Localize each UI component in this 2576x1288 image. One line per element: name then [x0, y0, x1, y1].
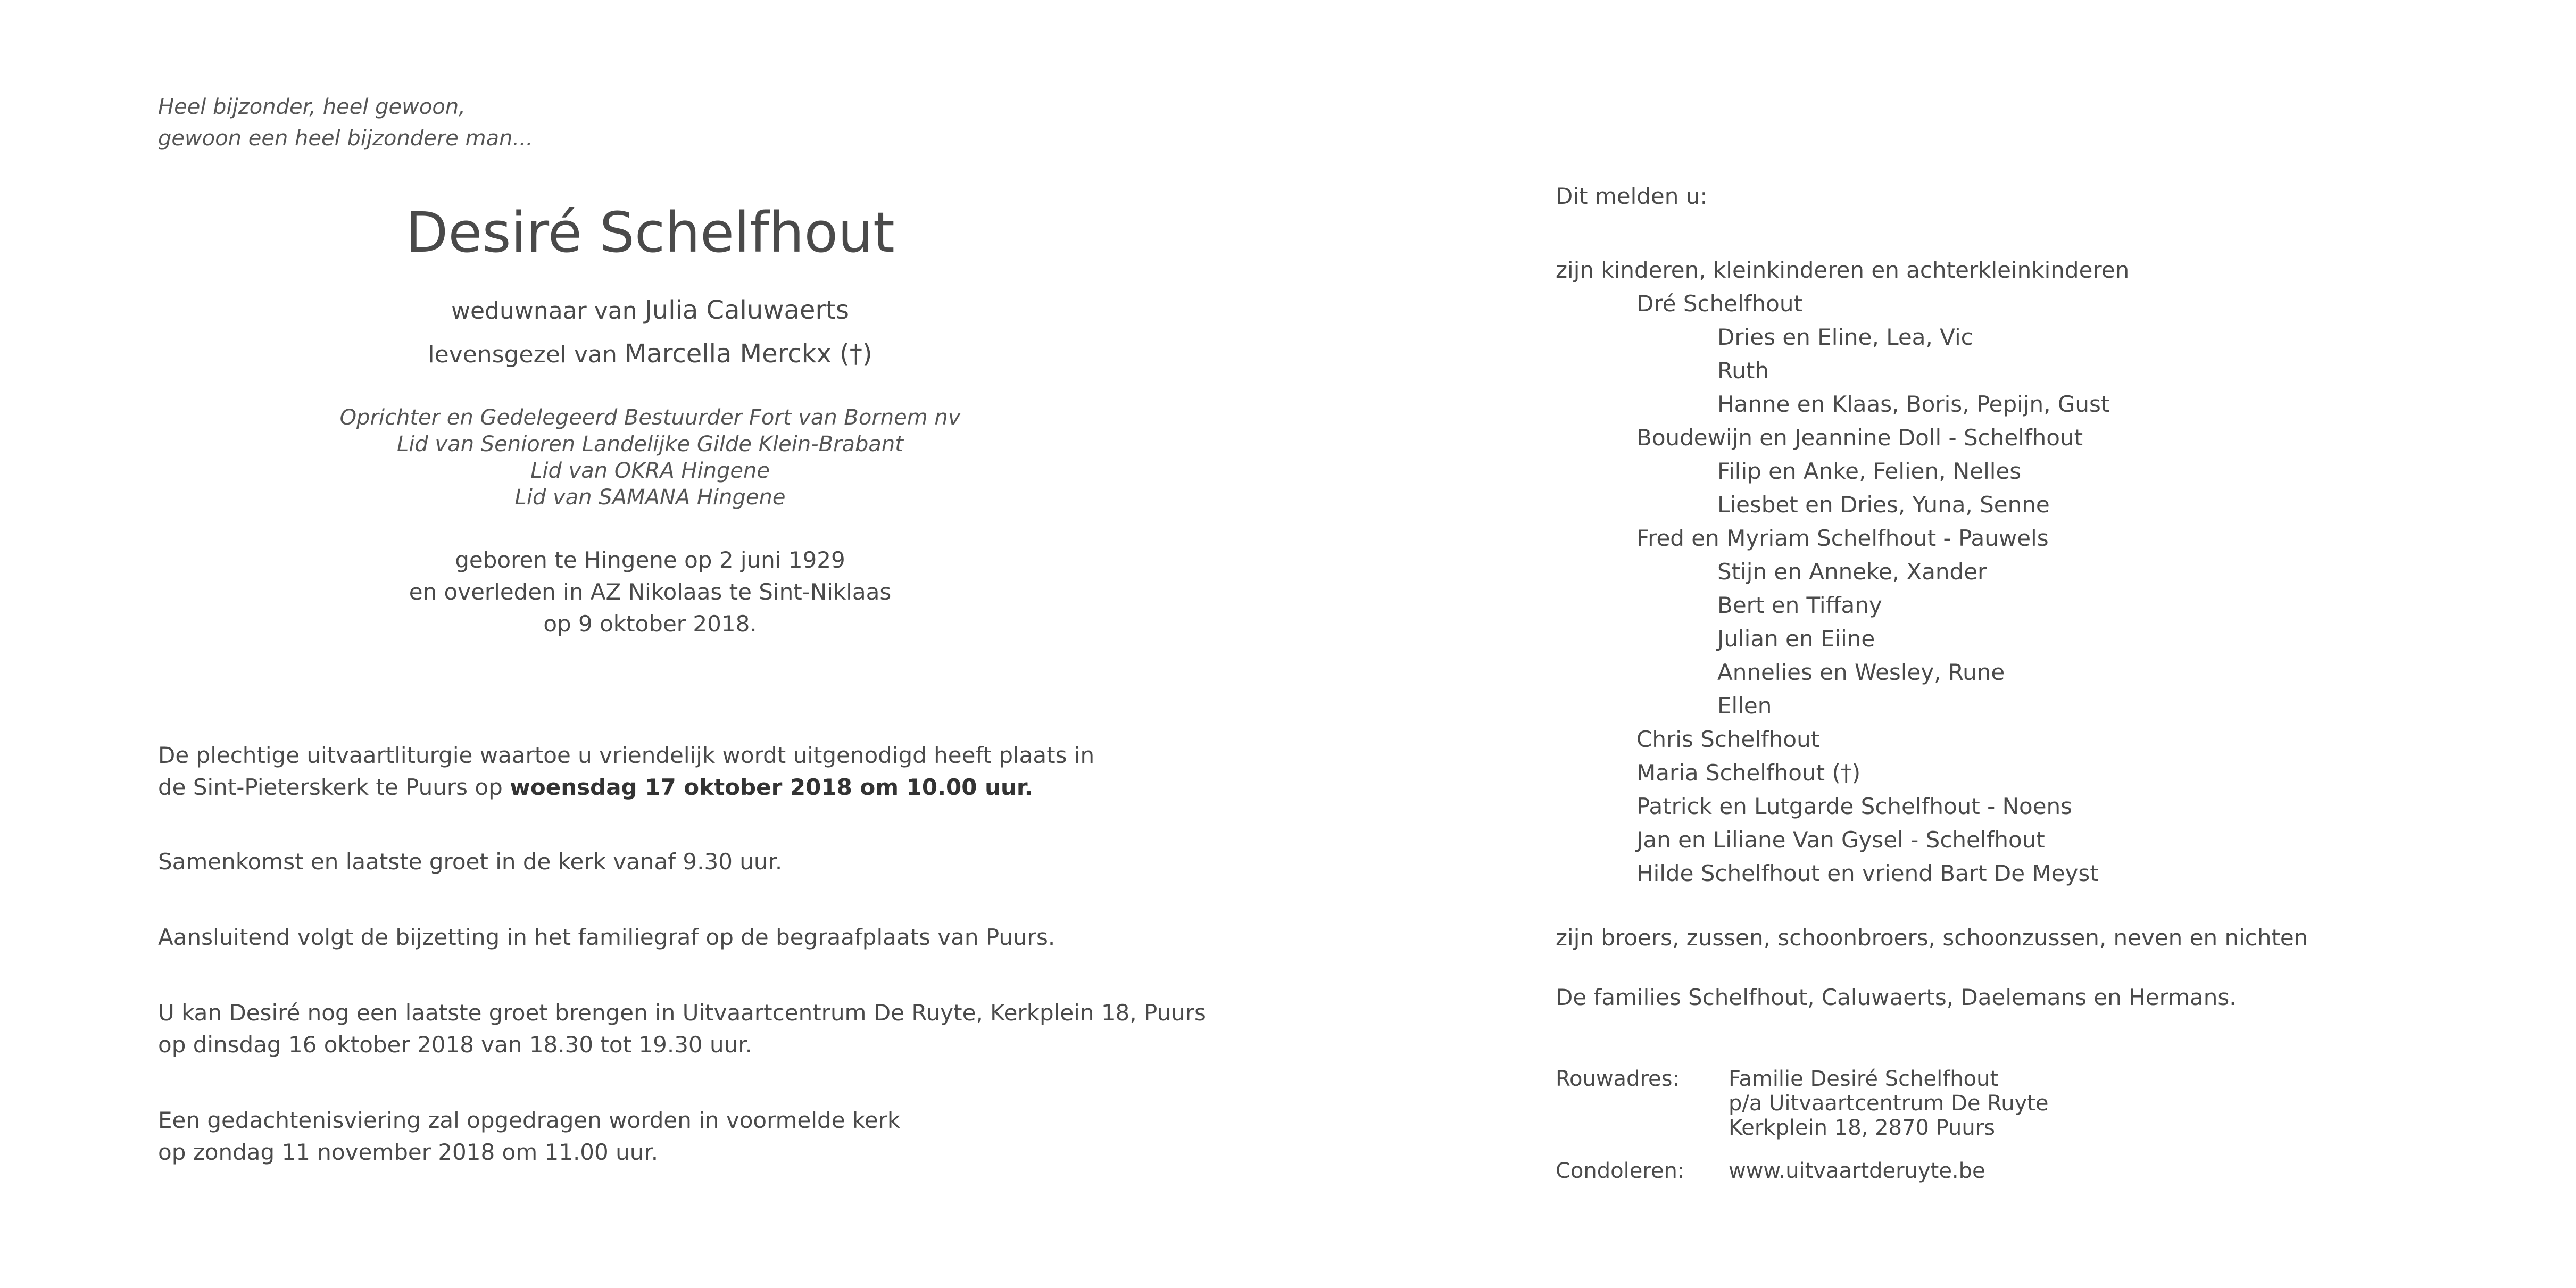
roles-list	[158, 404, 1142, 511]
role-item: Oprichter en Gedelegeerd Bestuurder Fort van Bornem nv	[339, 405, 961, 430]
rouwadres-label: Rouwadres:	[1556, 1067, 1680, 1091]
ceremony-location: de Sint-Pieterskerk te Puurs op	[158, 774, 510, 800]
family-member-grandchild: Stijn en Anneke, Xander	[1717, 559, 1987, 585]
family-member-child: Chris Schelfhout	[1636, 726, 1820, 752]
memorial-paragraph	[158, 1104, 900, 1168]
birth-death-info	[158, 544, 1142, 640]
family-member-child: Boudewijn en Jeannine Doll - Schelfhout	[1636, 425, 2083, 451]
family-member-grandchild: Ellen	[1717, 693, 1772, 719]
family-member-child: Maria Schelfhout (†)	[1636, 760, 1861, 786]
partner-prefix: levensgezel van	[428, 341, 625, 368]
ceremony-line-1: De plechtige uitvaartliturgie waartoe u vriendelijk wordt uitgenodigd heeft plaats in	[158, 742, 1095, 768]
widower-line	[158, 294, 1142, 328]
condoleren-link[interactable]: www.uitvaartderuyte.be	[1729, 1159, 1985, 1183]
condoleren-label: Condoleren:	[1556, 1159, 1685, 1183]
family-member-child: Hilde Schelfhout en vriend Bart De Meyst	[1636, 860, 2099, 886]
family-member-grandchild: Dries en Eline, Lea, Vic	[1717, 324, 1973, 350]
birth-line: geboren te Hingene op 2 juni 1929	[455, 547, 845, 573]
role-item: Lid van Senioren Landelijke Gilde Klein-Brabant	[397, 432, 903, 456]
family-member-child: Patrick en Lutgarde Schelfhout - Noens	[1636, 793, 2073, 819]
motto-line-1: Heel bijzonder, heel gewoon,	[158, 95, 466, 119]
family-list	[1556, 287, 2109, 890]
burial-paragraph: Aansluitend volgt de bijzetting in het familiegraf op de begraafplaats van Puurs.	[158, 924, 1056, 950]
motto	[158, 92, 533, 154]
rouwadres-value	[1729, 1067, 2049, 1140]
death-date-line: op 9 oktober 2018.	[543, 611, 757, 637]
families-line: De families Schelfhout, Caluwaerts, Daelemans en Hermans.	[1556, 984, 2237, 1010]
gathering-paragraph: Samenkomst en laatste groet in de kerk vanaf 9.30 uur.	[158, 849, 783, 875]
death-line: en overleden in AZ Nikolaas te Sint-Niklaas	[409, 579, 892, 605]
descendants-intro: zijn kinderen, kleinkinderen en achterkleinkinderen	[1556, 257, 2130, 283]
family-member-grandchild: Bert en Tiffany	[1717, 592, 1882, 618]
family-member-grandchild: Julian en Eiine	[1717, 626, 1875, 652]
family-member-grandchild: Hanne en Klaas, Boris, Pepijn, Gust	[1717, 391, 2110, 417]
farewell-paragraph	[158, 997, 1206, 1061]
farewell-line-1: U kan Desiré nog een laatste groet brengen in Uitvaartcentrum De Ruyte, Kerkplein 18, Puurs	[158, 1000, 1206, 1026]
widower-prefix: weduwnaar van	[451, 297, 645, 325]
family-member-child: Fred en Myriam Schelfhout - Pauwels	[1636, 525, 2049, 551]
ceremony-datetime: woensdag 17 oktober 2018 om 10.00 uur.	[510, 774, 1033, 800]
widower-name: Julia Caluwaerts	[644, 295, 849, 325]
role-item: Lid van OKRA Hingene	[530, 459, 770, 483]
role-item: Lid van SAMANA Hingene	[514, 485, 786, 510]
announcement-heading: Dit melden u:	[1556, 183, 1708, 209]
memorial-line-2: op zondag 11 november 2018 om 11.00 uur.	[158, 1139, 659, 1165]
address-line: Kerkplein 18, 2870 Puurs	[1729, 1116, 1995, 1140]
ceremony-line-2	[158, 771, 1094, 803]
address-line: Familie Desiré Schelfhout	[1729, 1067, 1999, 1091]
memorial-line-1: Een gedachtenisviering zal opgedragen worden in voormelde kerk	[158, 1107, 901, 1133]
family-member-grandchild: Annelies en Wesley, Rune	[1717, 659, 2005, 685]
family-member-grandchild: Liesbet en Dries, Yuna, Senne	[1717, 492, 2050, 518]
address-line: p/a Uitvaartcentrum De Ruyte	[1729, 1091, 2049, 1116]
siblings-line: zijn broers, zussen, schoonbroers, schoonzussen, neven en nichten	[1556, 925, 2308, 951]
family-member-child: Dré Schelfhout	[1636, 290, 1802, 317]
family-member-grandchild: Ruth	[1717, 358, 1769, 384]
partner-line	[158, 337, 1142, 371]
family-member-grandchild: Filip en Anke, Felien, Nelles	[1717, 458, 2022, 484]
family-member-child: Jan en Liliane Van Gysel - Schelfhout	[1636, 827, 2045, 853]
farewell-line-2: op dinsdag 16 oktober 2018 van 18.30 tot 19.30 uur.	[158, 1032, 752, 1058]
partner-name: Marcella Merckx (†)	[624, 339, 872, 369]
ceremony-paragraph	[158, 739, 1094, 803]
motto-line-2: gewoon een heel bijzondere man...	[158, 126, 533, 151]
deceased-name: Desiré Schelfhout	[405, 200, 895, 265]
